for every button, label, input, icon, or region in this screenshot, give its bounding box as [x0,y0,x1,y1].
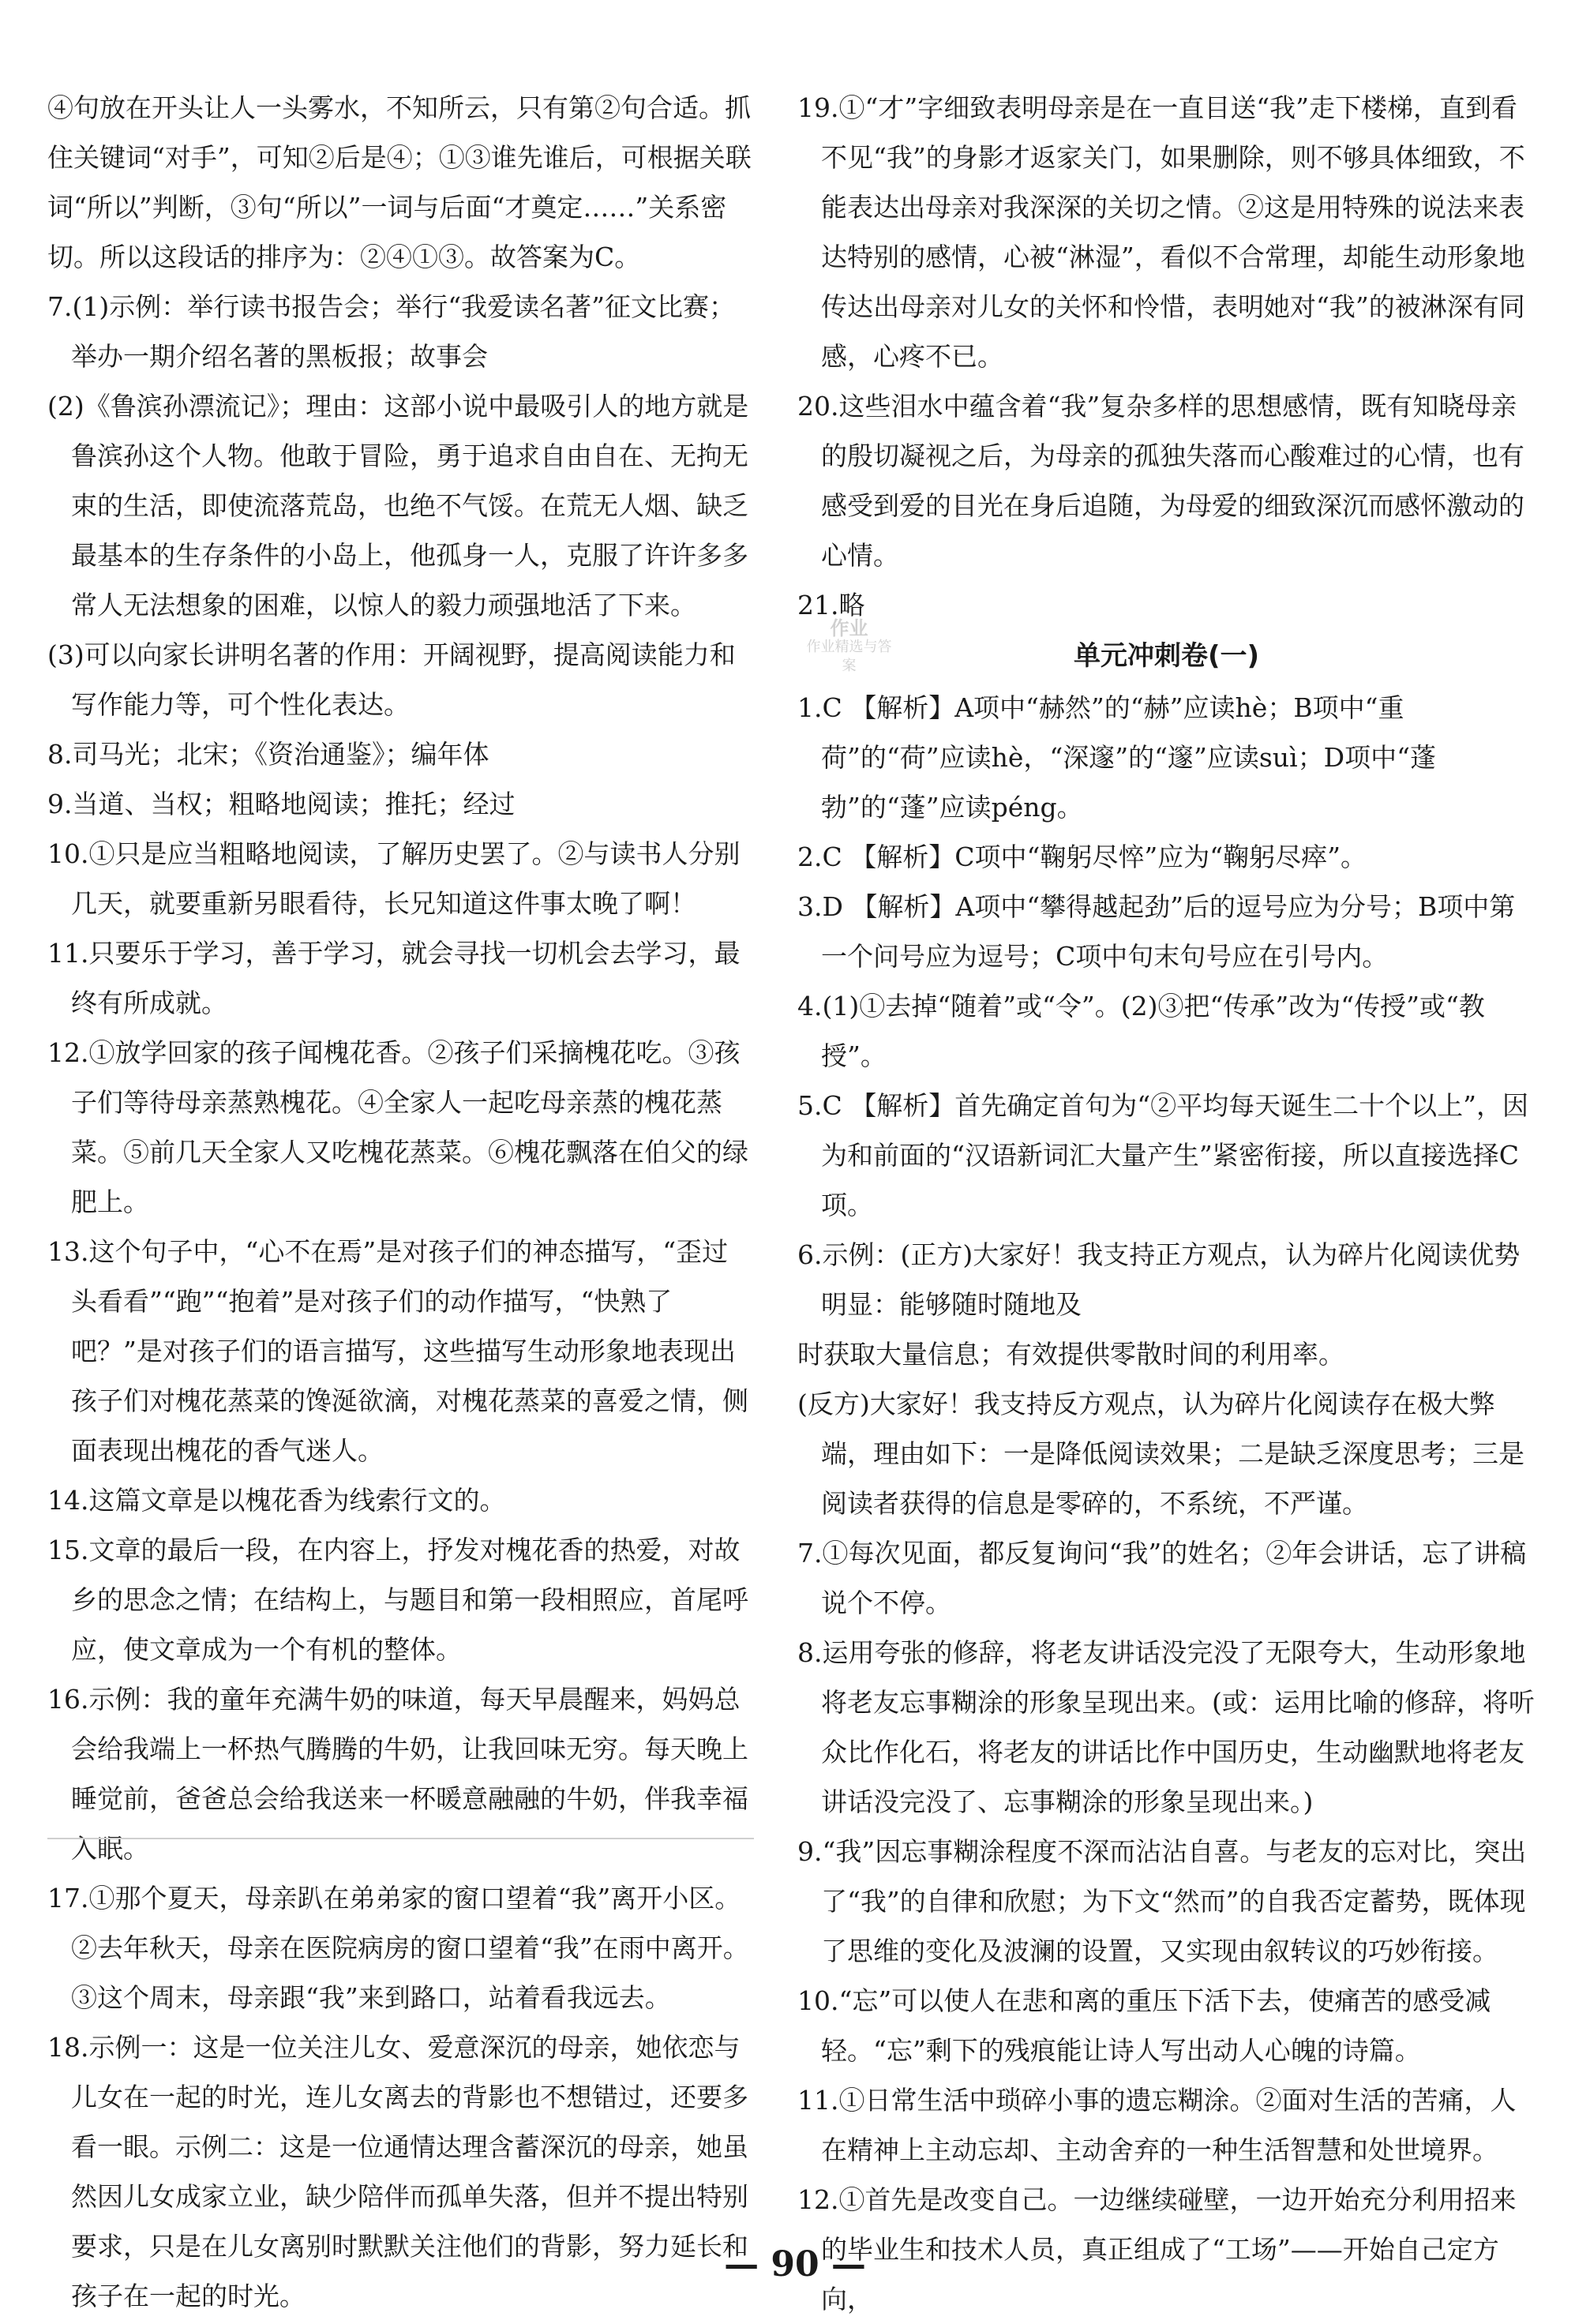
answer-item: 12.①首先是改变自己。一边继续碰壁，一边开始充分利用招来的毕业生和技术人员，真正组成了“工场”——开始自己定方向， [797,2184,1517,2315]
answer-item: ④句放在开头让人一头雾水，不知所云，只有第②句合适。抓住关键词“对手”，可知②后是④；①③谁先谁后，可根据关联词“所以”判断，③句“所以”一词与后面“才奠定……”关系密切。所以这段话的排序为：②④①③。故答案为C。 [47,92,752,272]
answer-item: 21.略 [797,590,865,620]
answer-item: 5.C 【解析】首先确定首句为“②平均每天诞生二十个以上”，因为和前面的“汉语新词汇大量产生”紧密衔接，所以直接选择C项。 [797,1090,1528,1220]
answer-item: 14.这篇文章是以槐花香为线索行文的。 [47,1485,506,1516]
answer-item: 8.运用夸张的修辞，将老友讲话没完没了无限夸大，生动形象地将老友忘事糊涂的形象呈现出来。(或：运用比喻的修辞，将听众比作化石，将老友的讲话比作中国历史，生动幽默地将老友讲话没完没了、忘事糊涂的形象呈现出来。) [797,1637,1535,1817]
answer-item: 7.①每次见面，都反复询问“我”的姓名；②年会讲话，忘了讲稿说个不停。 [797,1538,1527,1618]
answer-item: (2)《鲁滨孙漂流记》；理由：这部小说中最吸引人的地方就是鲁滨孙这个人物。他敢于冒险，勇于追求自由自在、无拘无束的生活，即使流落荒岛，也绝不气馁。在荒无人烟、缺乏最基本的生存条件的小岛上，他孤身一人，克服了许许多多常人无法想象的困难，以惊人的毅力顽强地活了下来。 [47,391,749,620]
left-column [47,83,754,2321]
answer-item: 2.C 【解析】C项中“鞠躬尽悴”应为“鞠躬尽瘁”。 [797,842,1367,872]
answer-item: 时获取大量信息；有效提供零散时间的利用率。 [797,1339,1344,1370]
answer-item: 13.这个句子中，“心不在焉”是对孩子们的神态描写，“歪过头看看”“跑”“抱着”是对孩子们的动作描写，“快熟了吧？”是对孩子们的语言描写，这些描写生动形象地表现出孩子们对槐花蒸菜的馋涎欲滴，对槐花蒸菜的喜爱之情，侧面表现出槐花的香气迷人。 [47,1236,748,1466]
stamp-line-2: 作业精选与答案 [806,639,892,674]
section-title: 单元冲刺卷(一) [1073,640,1260,672]
answer-item: 4.(1)①去掉“随着”或“令”。(2)③把“传承”改为“传授”或“教授”。 [797,991,1485,1071]
answer-item: (反方)大家好！我支持反方观点，认为碎片化阅读存在极大弊端，理由如下：一是降低阅读效果；二是缺乏深度思考；三是阅读者获得的信息是零碎的，不系统，不严谨。 [797,1389,1524,1519]
answer-item: 10.①只是应当粗略地阅读，了解历史罢了。②与读书人分别几天，就要重新另眼看待，长兄知道这件事太晚了啊！ [47,838,741,919]
answer-item: 15.文章的最后一段，在内容上，抒发对槐花香的热爱，对故乡的思念之情；在结构上，与题目和第一段相照应，首尾呼应，使文章成为一个有机的整体。 [47,1535,748,1665]
answer-item: 20.这些泪水中蕴含着“我”复杂多样的思想感情，既有知晓母亲的殷切凝视之后，为母亲的孤独失落而心酸难过的心情，也有感受到爱的目光在身后追随，为母爱的细致深沉而感怀激动的心情。 [797,391,1524,571]
answer-item: 7.(1)示例：举行读书报告会；举行“我爱读名著”征文比赛；举办一期介绍名著的黑板报；故事会 [47,291,735,372]
right-column [797,83,1536,2324]
answer-item: 10.“忘”可以使人在悲和离的重压下活下去，使痛苦的感受减轻。“忘”剩下的残痕能让诗人写出动人心魄的诗篇。 [797,1985,1491,2066]
answer-item: 19.①“才”字细致表明母亲是在一直目送“我”走下楼梯，直到看不见“我”的身影才返家关门，如果删除，则不够具体细致，不能表达出母亲对我深深的关切之情。②这是用特殊的说法来表达特别的感情，心被“淋湿”，看似不合常理，却能生动形象地传达出母亲对儿女的关怀和怜惜，表明她对“我”的被淋深有同感，心疼不已。 [797,92,1525,372]
answer-item: 11.只要乐于学习，善于学习，就会寻找一切机会去学习，最终有所成就。 [47,938,741,1018]
answer-item: 12.①放学回家的孩子闻槐花香。②孩子们采摘槐花吃。③孩子们等待母亲蒸熟槐花。④全家人一起吃母亲蒸的槐花蒸菜。⑤前几天全家人又吃槐花蒸菜。⑥槐花飘落在伯父的绿肥上。 [47,1037,748,1217]
answer-item: 3.D 【解析】A项中“攀得越起劲”后的逗号应为分号；B项中第一个问号应为逗号；C项中句末句号应在引号内。 [797,891,1516,972]
answer-item: 17.①那个夏天，母亲趴在弟弟家的窗口望着“我”离开小区。②去年秋天，母亲在医院病房的窗口望着“我”在雨中离开。③这个周末，母亲跟“我”来到路口，站着看我远去。 [47,1883,749,2013]
answer-item: 6.示例：(正方)大家好！我支持正方观点，认为碎片化阅读优势明显：能够随时随地及 [797,1239,1521,1320]
answer-item: 18.示例一：这是一位关注儿女、爱意深沉的母亲，她依恋与儿女在一起的时光，连儿女离去的背影也不想错过，还要多看一眼。示例二：这是一位通情达理含蓄深沉的母亲，她虽然因儿女成家立业，缺少陪伴而孤单失落，但并不提出特别要求，只是在儿女离别时默默关注他们的背影，努力延长和孩子在一起的时光。 [47,2032,748,2311]
stamp-line-1: 作业 [830,617,868,639]
answer-item: 16.示例：我的童年充满牛奶的味道，每天早晨醒来，妈妈总会给我端上一杯热气腾腾的牛奶，让我回味无穷。每天晚上睡觉前，爸爸总会给我送来一杯暖意融融的牛奶，伴我幸福入眠。 [47,1684,748,1864]
answer-item: 1.C 【解析】A项中“赫然”的“赫”应读hè；B项中“重荷”的“荷”应读hè，“深邃”的“邃”应读suì；D项中“蓬勃”的“蓬”应读péng。 [797,692,1436,823]
answer-item: 9.当道、当权；粗略地阅读；推托；经过 [47,789,516,819]
page-number: — 90 — [724,2244,866,2285]
answer-item: 9.“我”因忘事糊涂程度不深而沾沾自喜。与老友的忘对比，突出了“我”的自律和欣慰；为下文“然而”的自我否定蓄势，既体现了思维的变化及波澜的设置，又实现由叙转议的巧妙衔接。 [797,1836,1527,1966]
answer-item: (3)可以向家长讲明名著的作用：开阔视野，提高阅读能力和写作能力等，可个性化表达。 [47,639,736,720]
watermark-stamp [800,614,898,721]
answer-item: 8.司马光；北宋；《资治通鉴》；编年体 [47,739,489,770]
column-divider [47,1838,754,1839]
answer-item: 11.①日常生活中琐碎小事的遗忘糊涂。②面对生活的苦痛，人在精神上主动忘却、主动舍弃的一种生活智慧和处世境界。 [797,2085,1517,2165]
